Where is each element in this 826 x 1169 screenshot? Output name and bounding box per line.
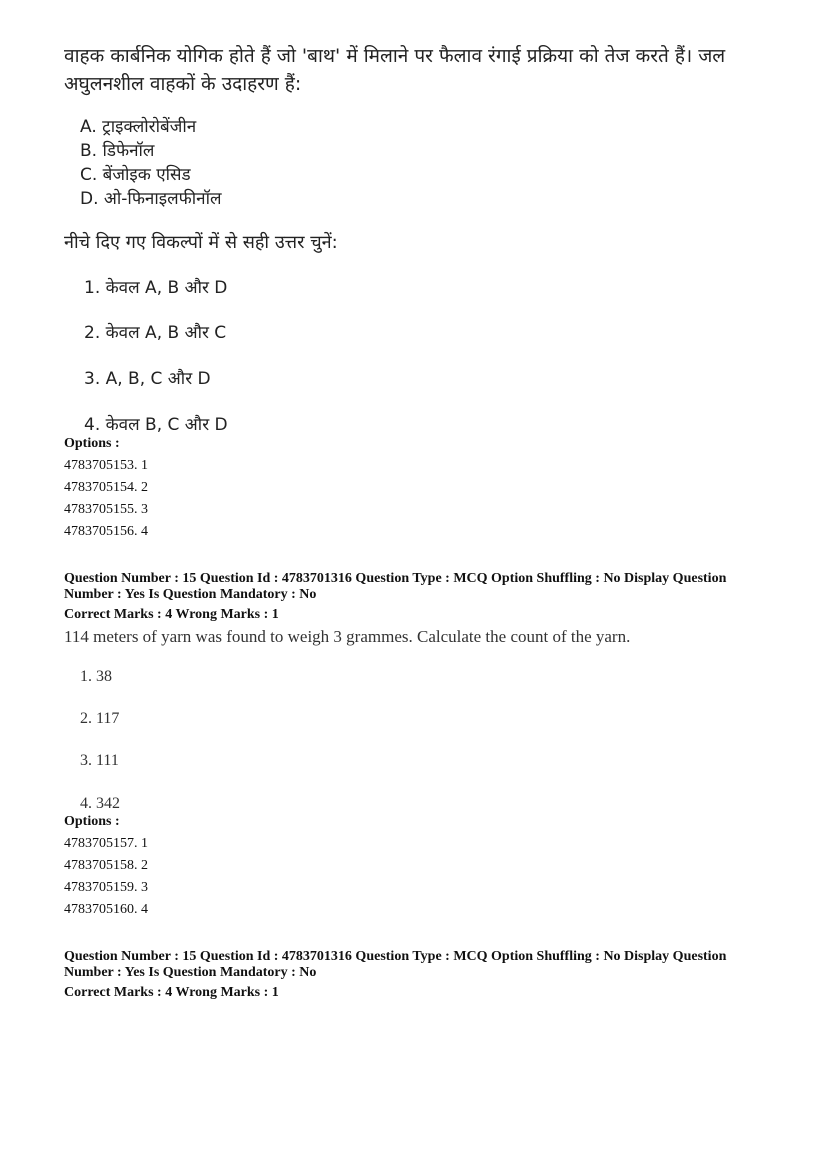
- statement-a: A. ट्राइक्लोरोबेंजीन: [80, 117, 197, 137]
- question-meta-line-2: Number : Yes Is Question Mandatory : No: [64, 587, 317, 602]
- answer-choice-4: 4. केवल B, C और D: [84, 415, 228, 435]
- option-id-row: 4783705154. 2: [64, 480, 148, 495]
- statement-c: C. बेंजोइक एसिड: [80, 165, 191, 185]
- statement-d: D. ओ-फिनाइलफीनॉल: [80, 189, 222, 209]
- marks-line: Correct Marks : 4 Wrong Marks : 1: [64, 607, 279, 622]
- answer-choice-3: 3. 111: [80, 752, 119, 769]
- question-text-line-1: वाहक कार्बनिक योगिक होते हैं जो 'बाथ' में मिलाने पर फैलाव रंगाई प्रक्रिया को तेज करते हैं। जल: [64, 45, 726, 67]
- option-id-row: 4783705153. 1: [64, 458, 148, 473]
- answer-choice-2: 2. केवल A, B और C: [84, 323, 227, 343]
- question-meta-line-1: Question Number : 15 Question Id : 4783701316 Question Type : MCQ Option Shuffling : No Display Question: [64, 949, 727, 964]
- question-meta-line-2: Number : Yes Is Question Mandatory : No: [64, 965, 317, 980]
- option-id-row: 4783705159. 3: [64, 880, 148, 895]
- options-heading: Options :: [64, 814, 120, 829]
- option-id-row: 4783705155. 3: [64, 502, 148, 517]
- question-meta-line-1: Question Number : 15 Question Id : 4783701316 Question Type : MCQ Option Shuffling : No Display Question: [64, 571, 727, 586]
- answer-choice-1: 1. केवल A, B और D: [84, 278, 228, 298]
- answer-choice-3: 3. A, B, C और D: [84, 369, 211, 389]
- option-id-row: 4783705160. 4: [64, 902, 148, 917]
- marks-line: Correct Marks : 4 Wrong Marks : 1: [64, 985, 279, 1000]
- answer-choice-2: 2. 117: [80, 710, 120, 727]
- option-id-row: 4783705156. 4: [64, 524, 148, 539]
- option-id-row: 4783705157. 1: [64, 836, 148, 851]
- question-text: 114 meters of yarn was found to weigh 3 grammes. Calculate the count of the yarn.: [64, 627, 631, 646]
- answer-choice-1: 1. 38: [80, 668, 112, 685]
- instruction-text: नीचे दिए गए विकल्पों में से सही उत्तर चुनें:: [64, 232, 338, 253]
- answer-choice-4: 4. 342: [80, 795, 120, 812]
- options-heading: Options :: [64, 436, 120, 451]
- statement-b: B. डिफेनॉल: [80, 141, 155, 161]
- option-id-row: 4783705158. 2: [64, 858, 148, 873]
- question-text-line-2: अघुलनशील वाहकों के उदाहरण हैं:: [64, 73, 302, 95]
